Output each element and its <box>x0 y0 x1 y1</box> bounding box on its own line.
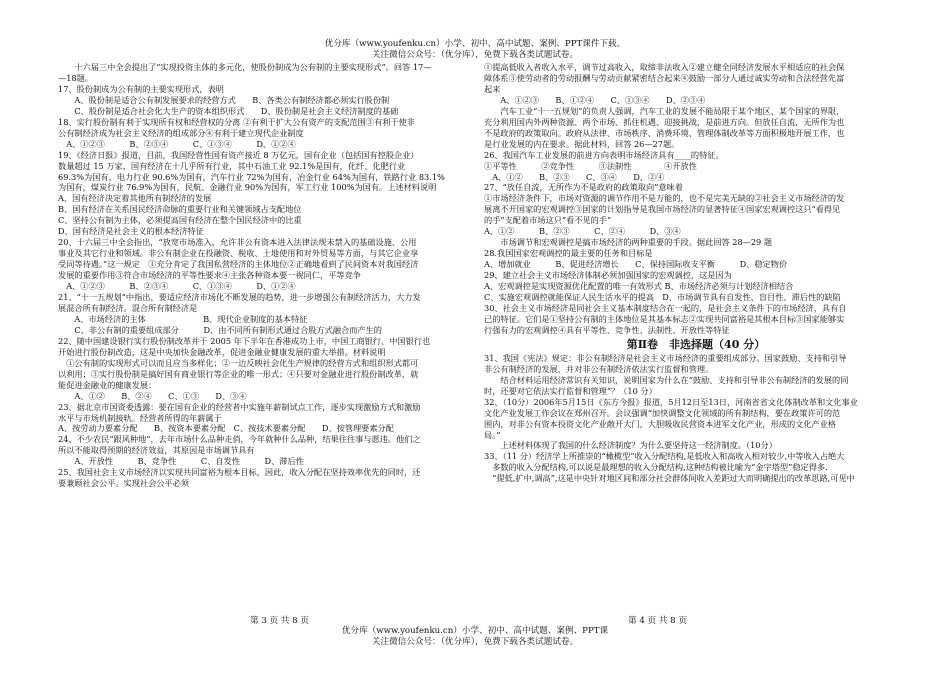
text-line: 的手”支配着市场这只“看不见的手” <box>484 215 612 226</box>
text-line: A、①② B、②③ C、③④ D、②④ <box>484 171 665 182</box>
text-line: ①平等性 ②竞争性 ③法制性 ④开放性 <box>484 160 697 171</box>
text-line: 上述材料体现了我国的什么经济制度？为什么要坚持这一经济制度。（10分） <box>484 440 777 451</box>
text-line: B、国有经济在关系国民经济命脉的重要行业和关键领域占支配地位 <box>58 204 302 215</box>
footer-line-2: 关注微信公众号：（优分库），免费下载各类试题试卷。 <box>371 637 579 647</box>
text-line: 文化产业发展工作会议在郑州召开。会议强调“加快调整文化领域的所有制结构，要在政策许可的范 <box>484 407 841 418</box>
text-line: 25、我国社会主义市场经济以实现共同富裕为根本目标，因此，收入分配在坚持效率优先的同时，还 <box>58 467 421 478</box>
text-line: A、按劳动力要素分配 B、按资本要素分配 C、按技术要素分配 D、按管理要素分配 <box>58 423 394 434</box>
text-line: 结合材料运用经济常识有关知识，说明国家为什么在“鼓励、支持和引导非公有制经济的发展的同 <box>484 374 849 385</box>
text-line: 水平与市场机制接轨。经营者所得的年薪属于 <box>58 412 222 423</box>
text-line: 20、十六届三中全会指出，“放宽市场准入，允许非公有资本进入法律法规未禁入的基础设施、公用 <box>58 237 417 248</box>
text-line: 23、据北京市国资委透露：要在国有企业的经营者中实施年薪制试点工作，逐步实现激励方式和激励 <box>58 401 421 412</box>
text-line: 展混合所有制经济。混合所有制经济是 <box>58 302 198 313</box>
page-number-right: 第 4 页 共 8 页 <box>628 616 687 626</box>
footer-line-1: 优分库（www.youfenku.cn）小学、初中、高中试题、案例、PPT课 <box>341 626 609 636</box>
text-line: A、增加就业 B、促进经济增长 C、保持国际收支平衡 D、稳定物价 <box>484 259 788 270</box>
text-line: 己的特征。它们是①坚持公有制的主体地位是其基本标志②实现共同富裕是其根本目标③国家能够实 <box>484 313 845 324</box>
text-line: 公有制经济成为社会主义经济的组成部分④有利于建立现代企业制度 <box>58 127 304 138</box>
text-line: 汽车工业“十一五规划”的负责人强调，汽车工业的发展不能局限于某个地区、某个国家的界限， <box>484 105 845 116</box>
page-footer <box>0 626 950 648</box>
page-number-left: 第 3 页 共 8 页 <box>250 616 309 626</box>
page-header <box>0 39 950 61</box>
text-line: 市场调节和宏观调控是搞市场经济的两种重要的手段。据此回答 28—29 题 <box>484 237 773 248</box>
text-line: ①市场经济条件下，市场对资源的调节作用不是万能的，也不是完美无缺的②社会主义市场经济的发 <box>484 193 845 204</box>
text-line: 69.3%为国有，电力行业 90.6%为国有，汽车行业 72%为国有，冶金行业 64%为国有，铁路行业 83.1% <box>58 171 445 182</box>
text-line: 障体系③使劳动者的劳动报酬与劳动贡献紧密结合起来④鼓励一部分人通过诚实劳动和合法经营先富 <box>484 72 845 83</box>
text-line: ①公有制的实现形式可以而且应当多样化；②一边反映社会化生产规律的经营方式和组织形式都可 <box>58 357 419 368</box>
text-line: C、非公有制的重要组成部分 D、由不同所有制形式通过合股方式融合而产生的 <box>58 324 382 335</box>
text-line: 多数的收入分配结构,可以说是最理想的收入分配结构,这种结构被比喻为“金字塔型”稳定得多. <box>484 462 828 473</box>
text-line: A、市场经济的主体 B、现代企业制度的基本特征 <box>58 313 308 324</box>
text-line: 以利用；③实行股份制是搞好国有商业银行等企业的唯一形式；④只要对金融业进行股份制改革，就 <box>58 368 419 379</box>
text-line: C、实施宏观调控就能保证人民生活水平的提高 D、市场调节具有自发性、盲目性、滞后性的缺陷 <box>484 292 841 303</box>
text-line: 要兼顾社会公平。实现社会公平必须 <box>58 478 190 489</box>
text-line: A、①② B、②④ C、①③ D、③④ <box>58 390 247 401</box>
header-line-2: 关注微信公众号：（优分库），免费下载各类试题试卷。 <box>371 50 579 60</box>
text-line: 事业及其它行业和领域。非公有制企业在投融资、税收、土地使用和对外贸易等方面，与其它企业享 <box>58 248 419 259</box>
text-line: 开始进行股份制改造，这是中央加快金融改革，促进金融业健康发展的重大举措。材料说明 <box>58 346 386 357</box>
text-line: A、①②③ B、①②④ C、①③④ D、②③④ <box>484 94 706 105</box>
text-line: “提低,扩中,调高”,这是中央针对地区间和部分社会群体间收入差距过大而明确提出的改革思路,可见中 <box>484 473 855 484</box>
text-line: 27、“放任自流，无所作为不是政府的政策取向”意味着 <box>484 182 683 193</box>
text-line: 19、《经济日报》报道，目前，我国经营性国有资产接近 8 万亿元，国有企业（包括国有控股企业） <box>58 149 419 160</box>
text-line: A、开放性 B、竞争性 C、自发性 D、滞后性 <box>58 456 304 467</box>
text-line: ①提高低收入者收入水平，调节过高收入，取缔非法收入②建立健全同经济发展水平相适应的社会保 <box>484 62 845 72</box>
text-line: 围内，对非公有资本投资文化产业敞开大门，大胆吸收民营资本进军文化产业，形成的文化产业格 <box>484 418 837 429</box>
text-line: 展离不开国家的宏观调控③国家的计划指导是我国市场经济的显著特征④国家宏观调控这只“看得见 <box>484 204 841 215</box>
header-line-1: 优分库（www.youfenku.cn）小学、初中、高中试题、案例、PPT课件下载。 <box>324 39 626 49</box>
text-line: 能促进金融业的健康发展： <box>58 379 157 390</box>
text-line: 行强有力的宏观调控④具有平等性、竞争性、法制性、开放性等特征 <box>484 324 730 335</box>
text-line: 非公有制经济的发展，并对非公有制经济依法实行监督和管理。 <box>484 363 714 374</box>
text-line: 为国有，煤炭行业 76.9%为国有，民航、金融行业 90%为国有，军工行业 100%为国有。上述材料说明 <box>58 182 437 193</box>
text-line: 26、我国汽车工业发展的前进方向表明市场经济具有____的特征。 <box>484 149 724 160</box>
text-line: C、坚持公有制为主体，必须提高国有经济在整个国民经济中的比重 <box>58 215 302 226</box>
left-column <box>58 62 496 489</box>
text-line: 22、随中国建设银行实行股份制改革并于 2005 年下半年在香港成功上市，中国工商银行、中国银行也 <box>58 335 431 346</box>
text-line: 21、“十一五规划”中指出，要适应经济市场化不断发展的趋势，进一步增强公有制经济活力，大力发 <box>58 292 421 303</box>
text-line: A、宏观调控是实现资源优化配置的唯一有效形式 B、市场经济必须与计划经济相结合 <box>484 281 794 292</box>
text-line: —18题。 <box>58 72 93 83</box>
text-line: 33、（11 分）经济学上所推崇的“橄榄型”收入分配结构,是低收入和高收入相对较少,中等收入占绝大 <box>484 451 845 462</box>
text-line: C、股份制是适合社会化大生产的资本组织形式 D、股份制是社会主义经济制度的基础 <box>58 105 399 116</box>
text-line: 32、（10分）2006年5月15日《东方今报》报道，5月12日至13日，河南省省文化体制改革和文化事业 <box>484 396 858 407</box>
text-line: 18、实行股份制有利于实现所有权和经营权的分离 ②有利于扩大公有资产的支配范围③有利于使非 <box>58 116 415 127</box>
text-line: 起来 <box>484 83 501 94</box>
right-column <box>484 62 908 484</box>
text-line: 不是政府的政策取向。政府从法律、市场秩序、消费环境、管理体制改革等方面积极地开展工作，也 <box>484 127 845 138</box>
text-line: 十六届三中全会提出了“实现投资主体的多元化，使股份制成为公有制的主要实现形式”。回答 17— <box>58 62 432 72</box>
text-line: 17、股份制成为公有制的主要实现形式，表明 <box>58 83 224 94</box>
text-line: 发展的重要作用③符合市场经济的平等性要求④主张各种资本要一视同仁，平等竞争 <box>58 270 361 281</box>
text-line: 31、我国《宪法》规定：非公有制经济是社会主义市场经济的重要组成部分。国家鼓励、支持和引导 <box>484 352 847 363</box>
text-line: A、国有经济决定着其他所有制经济的发展 <box>58 193 212 204</box>
text-line: A、①②③ B、②③④ C、①③④ D、①②④ <box>58 138 296 149</box>
section-title: 第Ⅱ卷 非选择题（40 分） <box>626 337 766 351</box>
text-line: A、股份制是适合公有制发展要求的经营方式 B、各类公有制经济都必须实行股份制 <box>58 94 390 105</box>
text-line: 局。” <box>484 429 501 440</box>
text-line: 30、社会主义市场经济是同社会主义基本制度结合在一起的，是社会主义条件下的市场经济，具有自 <box>484 302 847 313</box>
text-line: 时，还要对它依法实行监督和管理”？（10 分） <box>484 385 657 396</box>
text-line: 数量超过 15 万家，国有经济在十几乎所有行业，其中石油工业 92.1%是国有，化纤、化肥行业 <box>58 160 406 171</box>
text-line: A、①② B、②③ C、②④ D、③④ <box>484 226 681 237</box>
text-line: 充分利用国内外两种资源、两个市场、抓住机遇、迎接挑战，是前进方向。但放任自流，无所作为也 <box>484 116 845 127</box>
text-line: 是行业发展的内在要求。据此材料，回答 26—27题。 <box>484 138 680 149</box>
text-line: 28.我国国家宏观调控的最主要的任务和目标是 <box>484 248 653 259</box>
text-line: 29、建立社会主义市场经济体制必须加强国家的宏观调控，这是因为 <box>484 270 732 281</box>
text-line: 受同等待遇。”这一规定 ①充分肯定了我国私营经济的主体地位②正确地看到了民间资本对我国经济 <box>58 259 419 270</box>
text-line: 所以不能取得预期的经济效益，其原因是市场调节具有 <box>58 445 255 456</box>
text-line: 24、不少农民“跟风种地”，去年市场什么品种走俏，今年就种什么品种，结果往往事与愿违。他们之 <box>58 434 421 445</box>
text-line: A、①②③ B、②③④ C、①③④ D、①②④ <box>58 281 296 292</box>
text-line: D、国有经济是社会主义的根本经济特征 <box>58 226 204 237</box>
